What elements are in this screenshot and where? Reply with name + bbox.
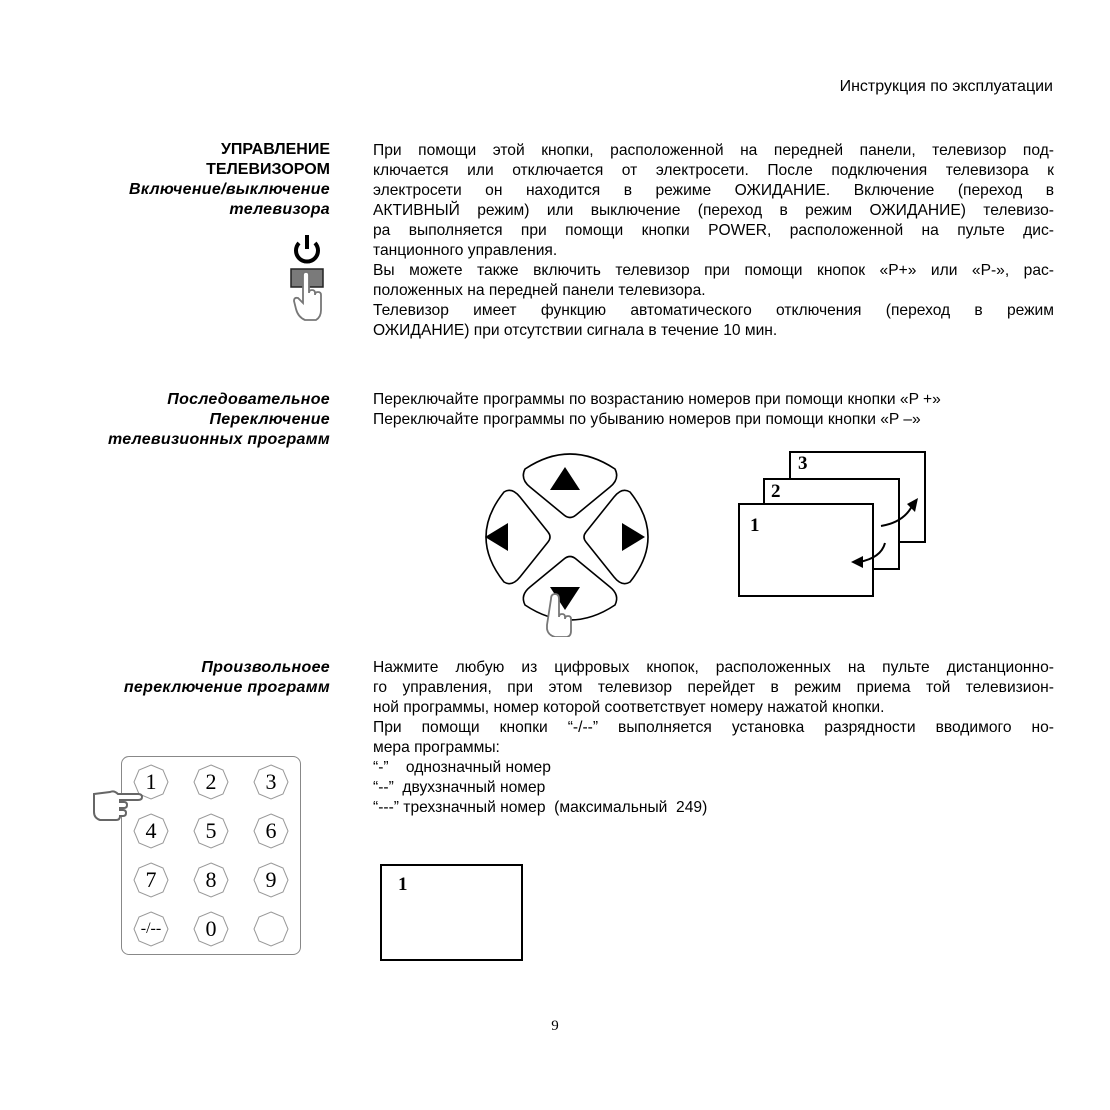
pointing-hand-icon [90,788,146,824]
channel-switch-diagram [735,448,935,608]
body-line: “---” трехзначный номер (максимальный 249) [373,799,708,816]
body-line: “--” двухзначный номер [373,779,546,796]
body-line: танционного управления. [373,242,558,259]
body-line: положенных на передней панели телевизора. [373,282,706,299]
keypad-button-2: 2 [193,764,229,800]
keypad-button-4: 4 [133,813,169,849]
body-line: го управления, при этом телевизор перейдет в режим приема той телевизион- [373,679,1054,696]
screen-label-3: 3 [798,453,808,474]
subheading-line: Переключение [209,411,330,428]
subheading-line: переключение программ [123,679,330,696]
keypad-button-7: 7 [133,862,169,898]
body-line: АКТИВНЫЙ режим) или выключение (переход в режим ОЖИДАНИЕ) телевизо- [373,202,1054,219]
body-line: Переключайте программы по убыванию номеров при помощи кнопки «P –» [373,411,921,428]
sequential-section-heading [108,390,330,450]
body-line: Телевизор имеет функцию автоматического отключения (переход в режим [373,302,1054,319]
keypad-button-5: 5 [193,813,229,849]
keypad-button-0: 0 [193,911,229,947]
body-line: Нажмите любую из цифровых кнопок, расположенных на пульте дистанционно- [373,659,1054,676]
keypad-button-blank [253,911,289,947]
body-line: ключается или отключается от электросети. После подключения телевизора к [373,162,1054,179]
body-line: При помощи кнопки “-/--” выполняется установка разрядности вводимого но- [373,719,1054,736]
subheading-line: телевизионных программ [107,431,330,448]
body-line: электросети он находится в режиме ОЖИДАНИЕ. Включение (переход в [373,182,1054,199]
keypad-buttons [121,756,301,955]
body-line: мера программы: [373,739,500,756]
body-line: ОЖИДАНИЕ) при отсутствии сигнала в течение 10 мин. [373,322,778,339]
sequential-section-body [373,390,1054,430]
body-line: Переключайте программы по возрастанию номеров при помощи кнопки «P +» [373,391,941,408]
direct-section-heading [124,658,330,698]
screen-label-1: 1 [750,515,760,536]
subheading-line: телевизора [229,201,330,218]
keypad-button-8: 8 [193,862,229,898]
body-line: При помощи этой кнопки, расположенной на передней панели, телевизор под- [373,142,1054,159]
keypad-button-9: 9 [253,862,289,898]
body-line: ной программы, номер которой соответствует номеру нажатой кнопки. [373,699,885,716]
keypad-button-1: 1 [133,764,169,800]
subheading-line: Последовательное [167,391,330,408]
screen-label-2: 2 [771,481,781,502]
power-section-body [373,141,1054,341]
heading-line: ТЕЛЕВИЗОРОМ [206,161,330,178]
subheading-line: Произвольноее [201,659,330,676]
screen-channel-label: 1 [398,874,408,895]
keypad-button-6: 6 [253,813,289,849]
power-button-illustration [286,235,336,330]
keypad-button-digits: -/-- [133,911,169,947]
body-line: “-” однозначный номер [373,759,551,776]
body-line: Вы можете также включить телевизор при помощи кнопок «P+» или «P-», рас- [373,262,1054,279]
tv-screen-illustration [380,864,523,961]
power-section-heading [129,140,330,220]
direct-section-body [373,658,1054,818]
document-header-title: Инструкция по эксплуатации [839,78,1053,95]
page-number: 9 [551,1018,559,1034]
subheading-line: Включение/выключение [128,181,330,198]
heading-line: УПРАВЛЕНИЕ [220,141,330,158]
channel-screens-illustration [735,448,935,608]
body-line: ра выполняется при помощи кнопки POWER, расположенной на пульте дис- [373,222,1054,239]
power-symbol-icon [286,235,336,330]
dpad-illustration [480,447,660,637]
keypad-button-3: 3 [253,764,289,800]
